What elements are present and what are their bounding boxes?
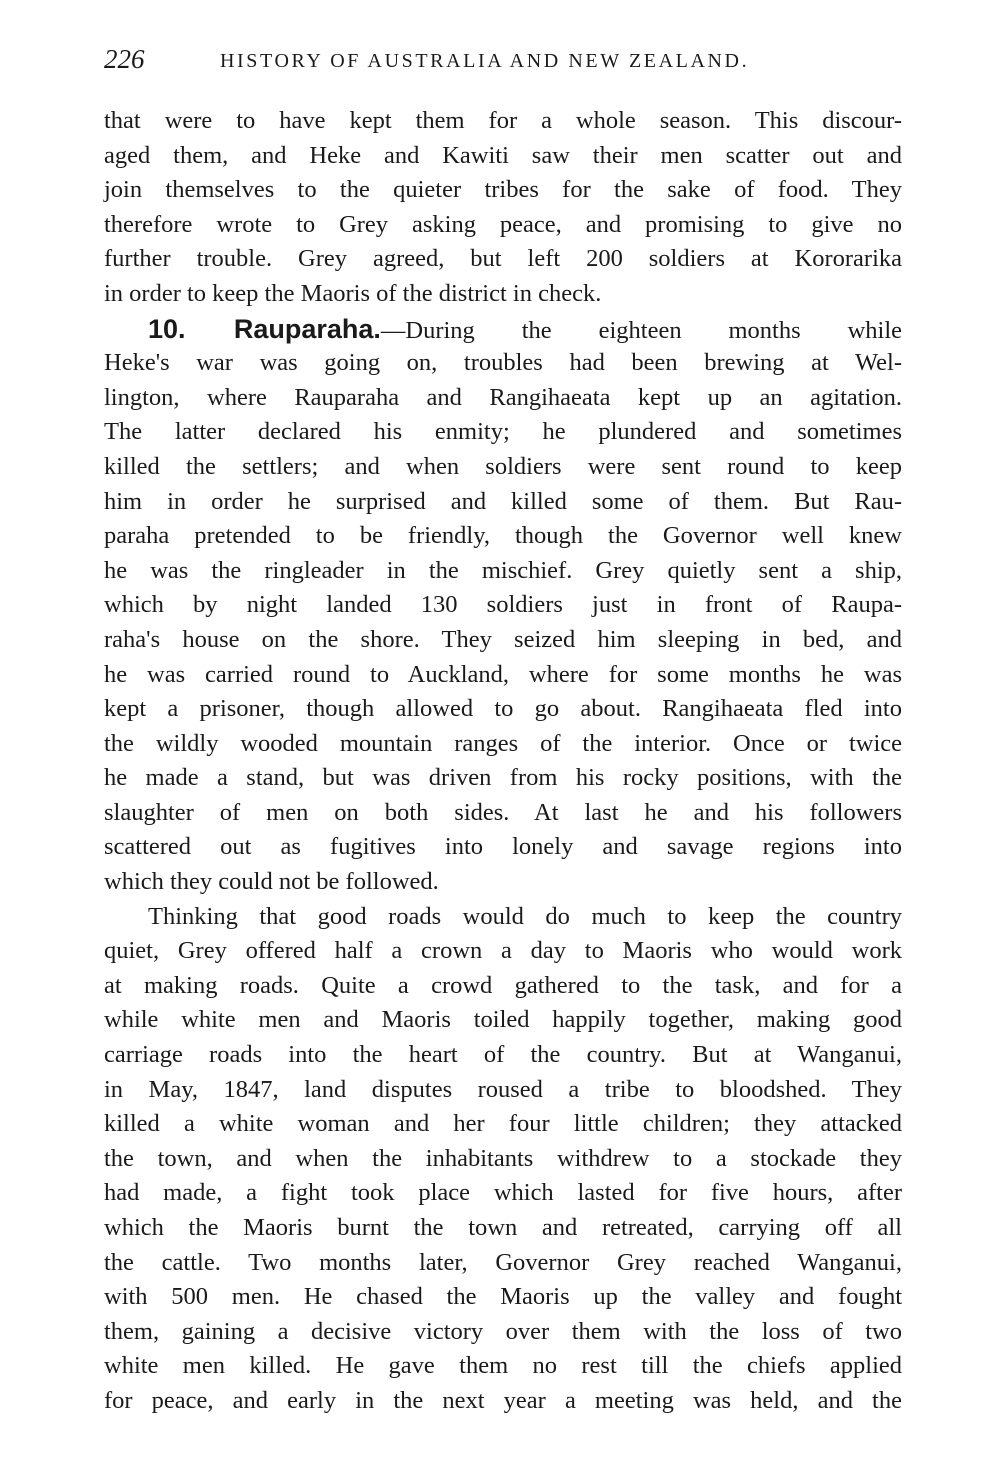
text-line: the cattle. Two months later, Governor Grey reached Wanganui, xyxy=(104,1248,902,1276)
text-line: the town, and when the inhabitants withdrew to a stockade they xyxy=(104,1144,902,1172)
text-line: Thinking that good roads would do much to keep the country xyxy=(148,902,902,930)
text-line: the wildly wooded mountain ranges of the interior. Once or twice xyxy=(104,729,902,757)
paragraph-3 xyxy=(104,900,902,1419)
text-line: which they could not be followed. xyxy=(104,868,439,896)
text-line: killed a white woman and her four little children; they attacked xyxy=(104,1110,902,1138)
page-number: 226 xyxy=(104,44,145,74)
page-header xyxy=(104,44,804,80)
text-line: which the Maoris burnt the town and retreated, carrying off all xyxy=(104,1214,902,1241)
section-heading: 10. Rauparaha. xyxy=(148,313,381,344)
running-head: HISTORY OF AUSTRALIA AND NEW ZEALAND. xyxy=(220,50,750,72)
text-line: with 500 men. He chased the Maoris up the valley and fought xyxy=(104,1283,902,1311)
text-line: paraha pretended to be friendly, though the Governor well knew xyxy=(104,522,902,550)
text-line: while white men and Maoris toiled happily together, making good xyxy=(104,1006,902,1034)
text-line: he was carried round to Auckland, where for some months he was xyxy=(104,660,902,688)
text-line: killed the settlers; and when soldiers were sent round to keep xyxy=(104,452,902,480)
text-line: in order to keep the Maoris of the district in check. xyxy=(104,279,602,307)
text-line: scattered out as fugitives into lonely and savage regions into xyxy=(104,833,902,861)
text-line: he made a stand, but was driven from his rocky positions, with the xyxy=(104,764,902,792)
text-line: therefore wrote to Grey asking peace, and promising to give no xyxy=(104,210,902,238)
text-line: for peace, and early in the next year a meeting was held, and the xyxy=(104,1386,902,1414)
text-line: him in order he surprised and killed some of them. But Rau- xyxy=(104,487,902,515)
text-line: lington, where Rauparaha and Rangihaeata kept up an agitation. xyxy=(104,383,902,411)
text-line: kept a prisoner, though allowed to go about. Rangihaeata fled into xyxy=(104,695,902,723)
text-line: further trouble. Grey agreed, but left 200 soldiers at Kororarika xyxy=(104,245,902,273)
text-line: Heke's war was going on, troubles had been brewing at Wel- xyxy=(104,349,902,377)
text-line: quiet, Grey offered half a crown a day to Maoris who would work xyxy=(104,937,902,965)
text-line: white men killed. He gave them no rest till the chiefs applied xyxy=(104,1352,902,1380)
text-line: at making roads. Quite a crowd gathered to the task, and for a xyxy=(104,971,902,999)
text-line: had made, a fight took place which lasted for five hours, after xyxy=(104,1179,902,1207)
text-line: them, gaining a decisive victory over them with the loss of two xyxy=(104,1317,902,1345)
text-line: carriage roads into the heart of the country. But at Wanganui, xyxy=(104,1041,902,1069)
text-line: in May, 1847, land disputes roused a tribe to bloodshed. They xyxy=(104,1075,902,1103)
page-binding-edge xyxy=(957,0,1000,1478)
text-line: aged them, and Heke and Kawiti saw their men scatter out and xyxy=(104,141,902,169)
paragraph-1 xyxy=(104,104,902,312)
text-line: The latter declared his enmity; he plundered and sometimes xyxy=(104,418,902,446)
text-line: that were to have kept them for a whole season. This discour- xyxy=(104,107,902,134)
text-line: slaughter of men on both sides. At last he and his followers xyxy=(104,798,902,826)
section-10 xyxy=(104,312,902,900)
text-line: he was the ringleader in the mischief. Grey quietly sent a ship, xyxy=(104,556,902,584)
section-first-line-text: —During the eighteen months while xyxy=(380,316,902,344)
body-text xyxy=(104,104,902,1419)
text-line: raha's house on the shore. They seized him sleeping in bed, and xyxy=(104,625,902,653)
text-line: join themselves to the quieter tribes for the sake of food. They xyxy=(104,176,902,204)
text-line: which by night landed 130 soldiers just in front of Raupa- xyxy=(104,591,902,619)
section-first-line xyxy=(104,312,902,347)
